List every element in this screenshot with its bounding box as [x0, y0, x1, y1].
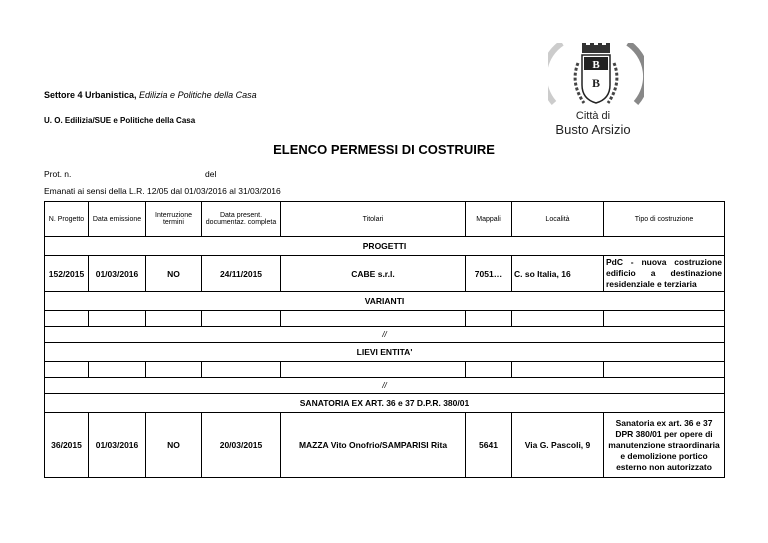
cell-mappali: 7051… — [466, 256, 512, 292]
settore-line — [44, 90, 257, 100]
col-mappali: Mappali — [466, 202, 512, 237]
settore-name: Settore 4 Urbanistica, — [44, 90, 137, 100]
section-sanatoria — [45, 394, 725, 413]
tipo-line1: PdC - nuova costruzione — [606, 257, 722, 267]
shield-letter-top: B — [592, 59, 600, 71]
cell-present: 20/03/2015 — [202, 413, 281, 478]
empty-row — [45, 362, 725, 378]
placeholder-row — [45, 327, 725, 343]
col-localita: Località — [512, 202, 604, 237]
uo-line: U. O. Edilizia/SUE e Politiche della Casa — [44, 116, 196, 125]
col-data-emissione: Data emissione — [89, 202, 146, 237]
logo-line1: Città di — [575, 110, 611, 122]
section-varianti — [45, 292, 725, 311]
cell-titolari: MAZZA Vito Onofrio/SAMPARISI Rita — [281, 413, 466, 478]
cell-data: 01/03/2016 — [89, 256, 146, 292]
section-label: VARIANTI — [45, 292, 725, 311]
table-row — [45, 256, 725, 292]
permessi-table — [44, 201, 725, 478]
section-lievi — [45, 343, 725, 362]
table-row — [45, 413, 725, 478]
section-label: SANATORIA EX ART. 36 e 37 D.P.R. 380/01 — [45, 394, 725, 413]
cell-mappali: 5641 — [466, 413, 512, 478]
cell-data: 01/03/2016 — [89, 413, 146, 478]
empty-row — [45, 311, 725, 327]
settore-subtitle: Edilizia e Politiche della Casa — [139, 90, 257, 100]
slash-mark: // — [45, 327, 725, 343]
logo-line2: Busto Arsizio — [555, 122, 631, 137]
cell-n: 152/2015 — [45, 256, 89, 292]
cell-interr: NO — [146, 413, 202, 478]
emanati-line: Emanati ai sensi della L.R. 12/05 dal 01/03/2016 al 31/03/2016 — [44, 186, 281, 196]
section-label: LIEVI ENTITA' — [45, 343, 725, 362]
table-header-row — [45, 202, 725, 237]
col-data-present: Data present. documentaz. completa — [202, 202, 281, 237]
cell-present: 24/11/2015 — [202, 256, 281, 292]
cell-tipo: Sanatoria ex art. 36 e 37 DPR 380/01 per opere di manutenzione straordinaria e demolizione portico esterno non autorizzato — [604, 413, 725, 478]
page-title: ELENCO PERMESSI DI COSTRUIRE — [273, 142, 495, 157]
col-n-progetto: N. Progetto — [45, 202, 89, 237]
section-label: PROGETTI — [45, 237, 725, 256]
cell-titolari: CABE s.r.l. — [281, 256, 466, 292]
cell-localita: C. so Italia, 16 — [512, 256, 604, 292]
shield-letter-bottom: B — [591, 76, 601, 90]
tipo-line3: residenziale e terziaria — [606, 279, 697, 289]
cell-interr: NO — [146, 256, 202, 292]
tipo-line2: edificio a destinazione — [606, 268, 722, 278]
prot-label: Prot. n. — [44, 169, 72, 179]
cell-localita: Via G. Pascoli, 9 — [512, 413, 604, 478]
cell-n: 36/2015 — [45, 413, 89, 478]
del-label: del — [205, 169, 217, 179]
section-progetti — [45, 237, 725, 256]
col-interruzione: Interruzione termini — [146, 202, 202, 237]
cell-tipo — [604, 256, 725, 292]
placeholder-row — [45, 378, 725, 394]
slash-mark: // — [45, 378, 725, 394]
col-tipo: Tipo di costruzione — [604, 202, 725, 237]
col-titolari: Titolari — [281, 202, 466, 237]
